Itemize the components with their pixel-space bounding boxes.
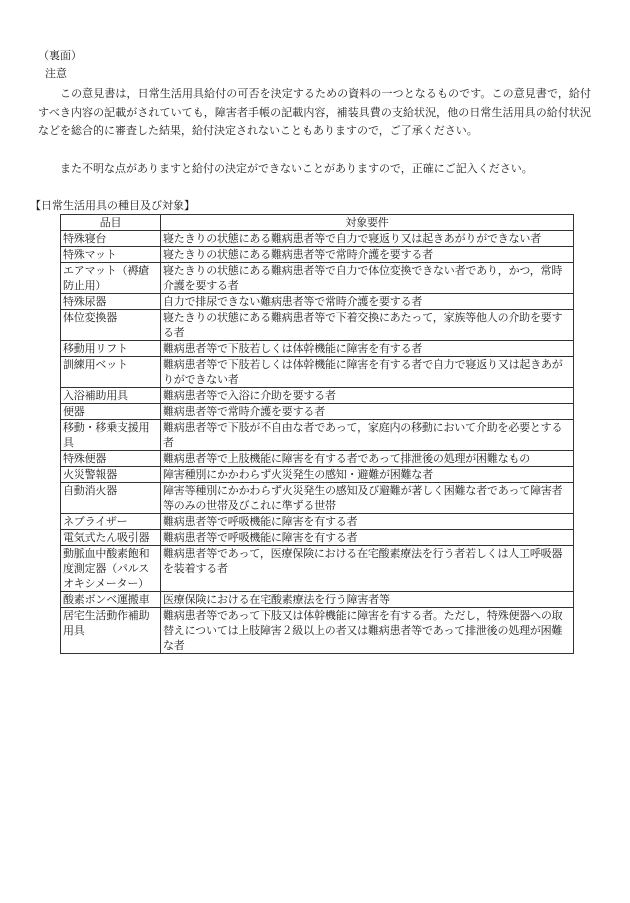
requirement-cell: 難病患者等で常時介護を要する者 bbox=[161, 404, 574, 420]
item-cell: 電気式たん吸引器 bbox=[61, 530, 161, 546]
column-header-item: 品目 bbox=[61, 215, 161, 231]
requirement-cell: 難病患者等で下肢若しくは体幹機能に障害を有する者で自力で寝返り又は起きあがりができない者 bbox=[161, 357, 574, 388]
item-cell: 動脈血中酸素飽和度測定器（パルスオキシメーター） bbox=[61, 546, 161, 592]
item-cell: 自動消火器 bbox=[61, 483, 161, 514]
item-cell: ネブライザー bbox=[61, 514, 161, 530]
item-cell: 特殊尿器 bbox=[61, 294, 161, 310]
requirement-cell: 難病患者等で上肢機能に障害を有する者であって排泄後の処理が困難なもの bbox=[161, 451, 574, 467]
table-row bbox=[61, 608, 574, 654]
table-row bbox=[61, 231, 574, 247]
table-row bbox=[61, 263, 574, 294]
table-row bbox=[61, 592, 574, 608]
table-header-row bbox=[61, 215, 574, 231]
requirement-cell: 寝たきりの状態にある難病患者等で自力で寝返り又は起きあがりができない者 bbox=[161, 231, 574, 247]
notes-heading: 注意 bbox=[45, 67, 67, 80]
table-row bbox=[61, 546, 574, 592]
requirement-cell: 寝たきりの状態にある難病患者等で下着交換にあたって，家族等他人の介助を要する者 bbox=[161, 310, 574, 341]
table-title: 【日常生活用具の種目及び対象】 bbox=[30, 199, 195, 212]
notes-paragraph-2: また不明な点がありますと給付の決定ができないことがありますので，正確にご記入ください。 bbox=[60, 162, 533, 175]
requirement-cell: 難病患者等であって，医療保険における在宅酸素療法を行う者若しくは人工呼吸器を装着する者 bbox=[161, 546, 574, 592]
requirement-cell: 障害種別にかかわらず火災発生の感知・避難が困難な者 bbox=[161, 467, 574, 483]
requirement-cell: 難病患者等で呼吸機能に障害を有する者 bbox=[161, 514, 574, 530]
table-row bbox=[61, 530, 574, 546]
item-cell: 火災警報器 bbox=[61, 467, 161, 483]
table-row bbox=[61, 451, 574, 467]
item-cell: 入浴補助用具 bbox=[61, 388, 161, 404]
item-cell: 酸素ボンベ運搬車 bbox=[61, 592, 161, 608]
requirement-cell: 難病患者等で下肢が不自由な者であって，家庭内の移動において介助を必要とする者 bbox=[161, 420, 574, 451]
requirement-cell: 障害等種別にかかわらず火災発生の感知及び避難が著しく困難な者であって障害者等のみの世帯及びこれに準ずる世帯 bbox=[161, 483, 574, 514]
column-header-requirement: 対象要件 bbox=[161, 215, 574, 231]
item-cell: エアマット（褥瘡防止用） bbox=[61, 263, 161, 294]
item-cell: 訓練用ベット bbox=[61, 357, 161, 388]
table-row bbox=[61, 404, 574, 420]
item-cell: 特殊寝台 bbox=[61, 231, 161, 247]
table-row bbox=[61, 420, 574, 451]
requirement-cell: 難病患者等で入浴に介助を要する者 bbox=[161, 388, 574, 404]
table-row bbox=[61, 357, 574, 388]
notes-paragraph-1: この意見書は，日常生活用具給付の可否を決定するための資料の一つとなるものです。この意見書で，給付すべき内容の記載がされていても，障害者手帳の記載内容，補装具費の支給状況，他の日常生活用具の給付状況などを総合的に審査した結果，給付決定されないこともありますので，ご了承ください。 bbox=[38, 87, 591, 137]
item-cell: 体位変換器 bbox=[61, 310, 161, 341]
item-cell: 移動用リフト bbox=[61, 341, 161, 357]
back-side-label: （裏面） bbox=[38, 49, 82, 62]
daily-living-equipment-table bbox=[60, 214, 574, 654]
requirement-cell: 寝たきりの状態にある難病患者等で自力で体位変換できない者であり，かつ，常時介護を要する者 bbox=[161, 263, 574, 294]
item-cell: 便器 bbox=[61, 404, 161, 420]
table-row bbox=[61, 294, 574, 310]
requirement-cell: 難病患者等で下肢若しくは体幹機能に障害を有する者 bbox=[161, 341, 574, 357]
table-row bbox=[61, 514, 574, 530]
table-row bbox=[61, 341, 574, 357]
table-row bbox=[61, 467, 574, 483]
table-row bbox=[61, 310, 574, 341]
requirement-cell: 寝たきりの状態にある難病患者等で常時介護を要する者 bbox=[161, 247, 574, 263]
item-cell: 特殊マット bbox=[61, 247, 161, 263]
item-cell: 移動・移乗支援用具 bbox=[61, 420, 161, 451]
requirement-cell: 難病患者等であって下肢又は体幹機能に障害を有する者。ただし，特殊便器への取替えについては上肢障害２級以上の者又は難病患者等であって排泄後の処理が困難な者 bbox=[161, 608, 574, 654]
requirement-cell: 自力で排尿できない難病患者等で常時介護を要する者 bbox=[161, 294, 574, 310]
requirement-cell: 難病患者等で呼吸機能に障害を有する者 bbox=[161, 530, 574, 546]
table-row bbox=[61, 388, 574, 404]
table-row bbox=[61, 483, 574, 514]
requirement-cell: 医療保険における在宅酸素療法を行う障害者等 bbox=[161, 592, 574, 608]
item-cell: 居宅生活動作補助用具 bbox=[61, 608, 161, 654]
item-cell: 特殊便器 bbox=[61, 451, 161, 467]
table-row bbox=[61, 247, 574, 263]
